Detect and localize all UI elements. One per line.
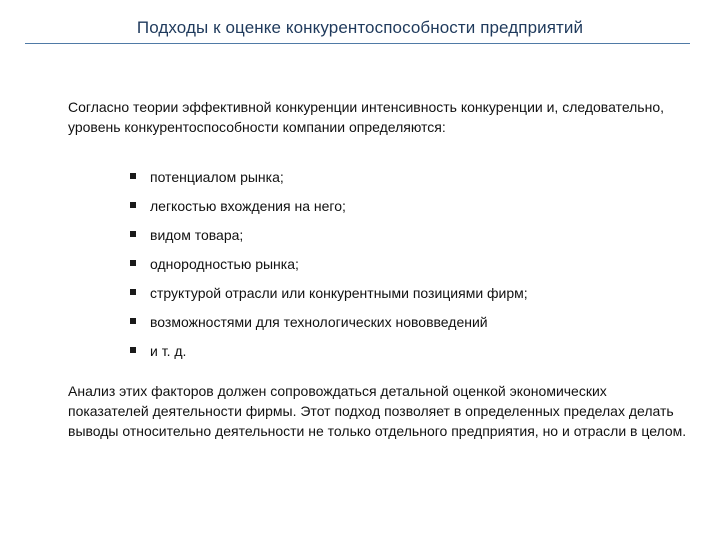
list-item: [130, 254, 688, 274]
square-bullet-icon: [130, 318, 136, 324]
square-bullet-icon: [130, 173, 136, 179]
bullet-text: легкостью вхождения на него;: [150, 198, 346, 214]
list-item: [130, 225, 688, 245]
bullet-text: однородностью рынка;: [150, 256, 299, 272]
bullet-list: [68, 167, 688, 361]
bullet-text: и т. д.: [150, 343, 187, 359]
square-bullet-icon: [130, 260, 136, 266]
list-item: [130, 167, 688, 187]
bullet-text: видом товара;: [150, 227, 244, 243]
slide-body: [68, 97, 688, 441]
bullet-text: структурой отрасли или конкурентными позициями фирм;: [150, 285, 528, 301]
square-bullet-icon: [130, 231, 136, 237]
list-item: [130, 341, 688, 361]
square-bullet-icon: [130, 202, 136, 208]
conclusion-paragraph: Анализ этих факторов должен сопровождаться детальной оценкой экономических показателей деятельности фирмы. Этот подход позволяет в определенных пределах делать выводы относительно деятельности не только отдельного предприятия, но и отрасли в целом.: [68, 383, 687, 439]
title-divider: [25, 43, 690, 44]
square-bullet-icon: [130, 347, 136, 353]
list-item: [130, 283, 688, 303]
list-item: [130, 196, 688, 216]
list-item: [130, 312, 688, 332]
bullet-text: потенциалом рынка;: [150, 169, 284, 185]
bullet-text: возможностями для технологических нововведений: [150, 314, 488, 330]
slide-title: Подходы к оценке конкурентоспособности предприятий: [136, 18, 584, 37]
square-bullet-icon: [130, 289, 136, 295]
intro-paragraph: Согласно теории эффективной конкуренции интенсивность конкуренции и, следовательно, уровень конкурентоспособности компании определяются:: [68, 99, 665, 135]
